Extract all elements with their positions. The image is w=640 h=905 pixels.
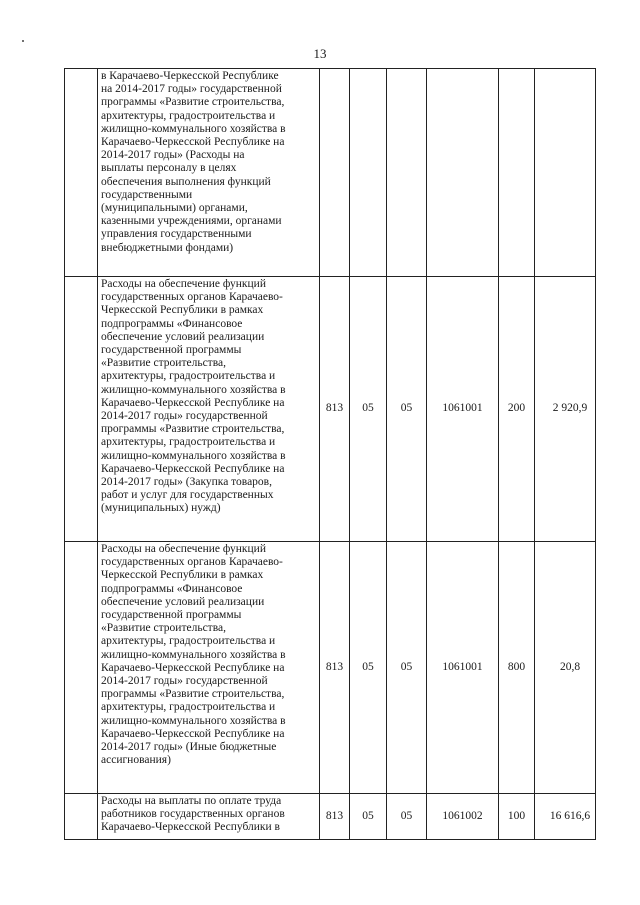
section-cell: 05 xyxy=(350,277,387,542)
ministry-code-cell: 813 xyxy=(320,277,350,542)
amount-cell xyxy=(535,69,596,277)
scan-speck xyxy=(22,40,24,42)
amount-cell: 16 616,6 xyxy=(535,794,596,840)
expense-type-cell: 200 xyxy=(499,277,535,542)
section-cell: 05 xyxy=(350,542,387,794)
budget-table xyxy=(64,68,596,840)
target-article-cell xyxy=(427,69,499,277)
expense-type-cell: 800 xyxy=(499,542,535,794)
target-article-cell: 1061001 xyxy=(427,542,499,794)
target-article-cell: 1061001 xyxy=(427,277,499,542)
table-row xyxy=(65,542,596,794)
subsection-cell: 05 xyxy=(387,794,427,840)
amount-cell: 20,8 xyxy=(535,542,596,794)
ministry-code-cell: 813 xyxy=(320,794,350,840)
table-row xyxy=(65,69,596,277)
amount-cell: 2 920,9 xyxy=(535,277,596,542)
section-cell: 05 xyxy=(350,794,387,840)
row-number-cell xyxy=(65,794,98,840)
subsection-cell: 05 xyxy=(387,542,427,794)
table-row xyxy=(65,794,596,840)
description-cell: Расходы на выплаты по оплате труда работников государственных органов Карачаево-Черкесской Республики в xyxy=(98,794,320,840)
target-article-cell: 1061002 xyxy=(427,794,499,840)
page-number: 13 xyxy=(313,46,327,61)
ministry-code-cell xyxy=(320,69,350,277)
ministry-code-cell: 813 xyxy=(320,542,350,794)
description-cell: в Карачаево-Черкесской Республике на 2014-2017 годы» государственной программы «Развитие строительства, архитектуры, градостроительства и жилищно-коммунального хозяйства в Карачаево-Черкесской Республике на 2014-2017 годы» (Расходы на выплаты персоналу в целях обеспечения выполнения функций государственными (муниципальными) органами, казенными учреждениями, органами управления государственными внебюджетными фондами) xyxy=(98,69,320,277)
description-cell: Расходы на обеспечение функций государственных органов Карачаево- Черкесской Республики в рамках подпрограммы «Финансовое обеспечение условий реализации государственной программы «Развитие строительства, архитектуры, градостроительства и жилищно-коммунального хозяйства в Карачаево-Черкесской Республике на 2014-2017 годы» государственной программы «Развитие строительства, архитектуры, градостроительства и жилищно-коммунального хозяйства в Карачаево-Черкесской Республике на 2014-2017 годы» (Закупка товаров, работ и услуг для государственных (муниципальных) нужд) xyxy=(98,277,320,542)
row-number-cell xyxy=(65,542,98,794)
row-number-cell xyxy=(65,277,98,542)
row-number-cell xyxy=(65,69,98,277)
section-cell xyxy=(350,69,387,277)
description-cell: Расходы на обеспечение функций государственных органов Карачаево- Черкесской Республики в рамках подпрограммы «Финансовое обеспечение условий реализации государственной программы «Развитие строительства, архитектуры, градостроительства и жилищно-коммунального хозяйства в Карачаево-Черкесской Республике на 2014-2017 годы» государственной программы «Развитие строительства, архитектуры, градостроительства и жилищно-коммунального хозяйства в Карачаево-Черкесской Республике на 2014-2017 годы» (Иные бюджетные ассигнования) xyxy=(98,542,320,794)
subsection-cell: 05 xyxy=(387,277,427,542)
expense-type-cell: 100 xyxy=(499,794,535,840)
expense-type-cell xyxy=(499,69,535,277)
subsection-cell xyxy=(387,69,427,277)
table-row xyxy=(65,277,596,542)
